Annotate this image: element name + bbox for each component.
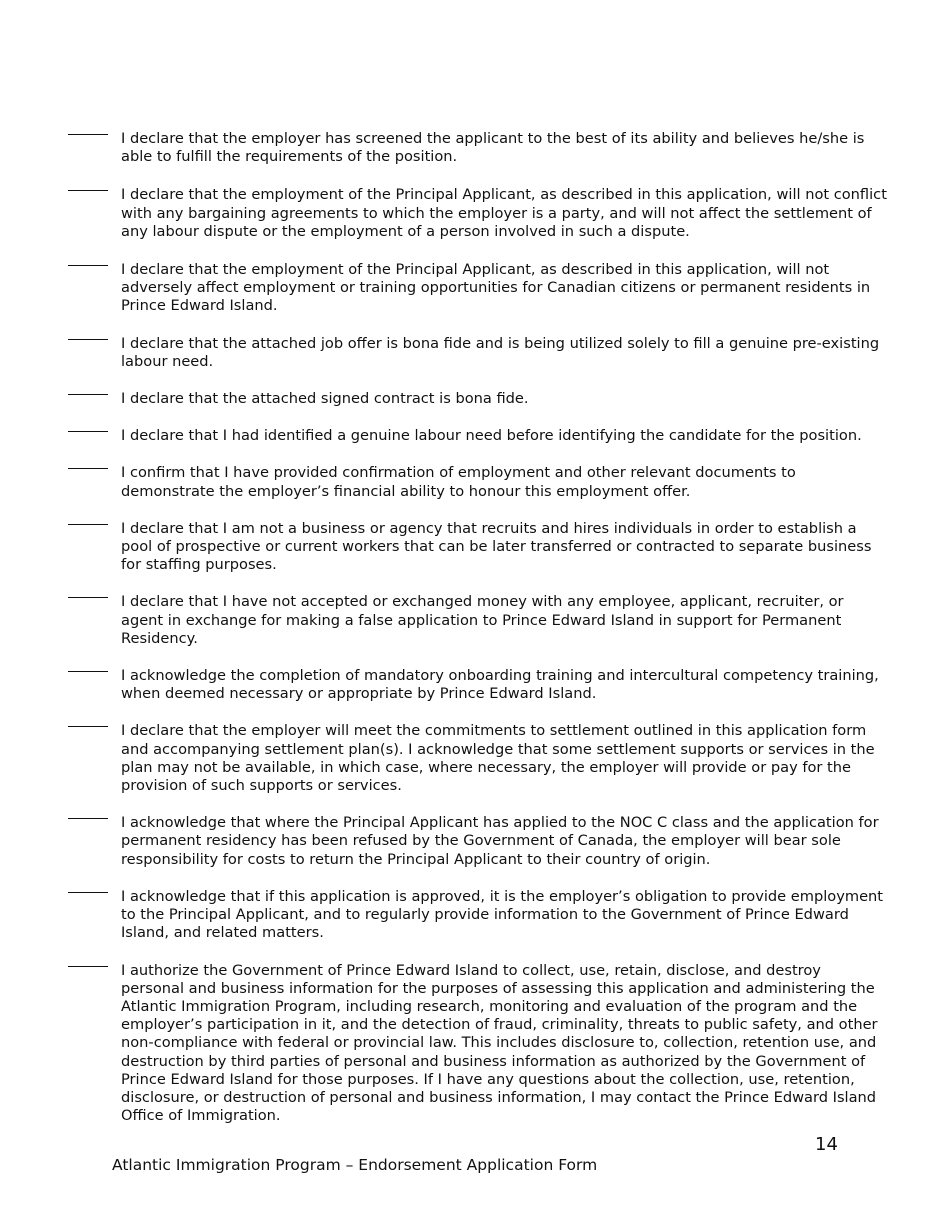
initial-line[interactable]	[68, 265, 108, 266]
initial-line[interactable]	[68, 966, 108, 967]
initial-line[interactable]	[68, 892, 108, 893]
declaration-text: I declare that the employment of the Principal Applicant, as described in this application, will not conflict with any bargaining agreements to which the employer is a party, and will not affect the settlement of any labour dispute or the employment of a person involved in such a dispute.	[121, 186, 887, 240]
initial-line[interactable]	[68, 190, 108, 191]
declaration-list	[68, 130, 888, 1125]
declaration-text: I declare that the attached job offer is bona fide and is being utilized solely to fill a genuine pre-existing labour need.	[121, 334, 880, 370]
declaration-text: I declare that I had identified a genuine labour need before identifying the candidate for the position.	[121, 427, 862, 445]
declaration-item	[68, 186, 888, 241]
declaration-item	[68, 593, 888, 648]
declaration-item	[68, 814, 888, 869]
declaration-item	[68, 427, 888, 445]
declaration-text: I declare that the attached signed contract is bona fide.	[121, 390, 529, 408]
declaration-text: I declare that the employer will meet the commitments to settlement outlined in this application form and accompanying settlement plan(s). I acknowledge that some settlement supports or services in the plan may not be available, in which case, where necessary, the employer will provide or pay for the provision of such supports or services.	[121, 722, 875, 795]
initial-line[interactable]	[68, 524, 108, 525]
initial-line[interactable]	[68, 726, 108, 727]
declaration-text: I declare that I am not a business or agency that recruits and hires individuals in order to establish a pool of prospective or current workers that can be later transferred or contracted to separate business for staffing purposes.	[121, 519, 872, 574]
initial-line[interactable]	[68, 394, 108, 395]
page-number: 14	[815, 1134, 838, 1155]
declaration-text: I declare that the employment of the Principal Applicant, as described in this application, will not adversely affect employment or training opportunities for Canadian citizens or permanent residents in Prince Edward Island.	[121, 261, 871, 315]
declaration-item	[68, 390, 888, 408]
declaration-text: I confirm that I have provided confirmation of employment and other relevant documents to demonstrate the employer’s financial ability to honour this employment offer.	[121, 464, 796, 500]
declaration-item	[68, 520, 888, 575]
declaration-text: I declare that I have not accepted or exchanged money with any employee, applicant, recruiter, or agent in exchange for making a false application to Prince Edward Island in support for Permanent Residency.	[121, 593, 844, 647]
declaration-item	[68, 722, 888, 795]
declaration-text: I acknowledge that where the Principal Applicant has applied to the NOC C class and the application for permanent residency has been refused by the Government of Canada, the employer will bear sole responsibility for costs to return the Principal Applicant to their country of origin.	[121, 814, 879, 868]
document-footer: Atlantic Immigration Program – Endorsement Application Form	[112, 1156, 598, 1174]
initial-line[interactable]	[68, 431, 108, 432]
declaration-item	[68, 130, 888, 166]
declaration-item	[68, 962, 888, 1126]
declaration-text: I acknowledge that if this application is approved, it is the employer’s obligation to provide employment to the Principal Applicant, and to regularly provide information to the Government of Prince Edward Island, and related matters.	[121, 887, 884, 942]
initial-line[interactable]	[68, 671, 108, 672]
initial-line[interactable]	[68, 134, 108, 135]
declaration-item	[68, 261, 888, 316]
initial-line[interactable]	[68, 339, 108, 340]
declaration-item	[68, 888, 888, 943]
declaration-text: I declare that the employer has screened the applicant to the best of its ability and believes he/she is able to fulfill the requirements of the position.	[121, 130, 865, 166]
initial-line[interactable]	[68, 468, 108, 469]
initial-line[interactable]	[68, 597, 108, 598]
declaration-text: I authorize the Government of Prince Edward Island to collect, use, retain, disclose, and destroy personal and business information for the purposes of assessing this application and administering the Atlantic Immigration Program, including research, monitoring and evaluation of the program and the employer’s participation in it, and the detection of fraud, criminality, threats to public safety, and other non-compliance with federal or provincial law. This includes disclosure to, collection, retention use, and destruction by third parties of personal and business information as authorized by the Government of Prince Edward Island for those purposes. If I have any questions about the collection, use, retention, disclosure, or destruction of personal and business information, I may contact the Prince Edward Island Office of Immigration.	[121, 961, 878, 1125]
declaration-text: I acknowledge the completion of mandatory onboarding training and intercultural competency training, when deemed necessary or appropriate by Prince Edward Island.	[121, 667, 879, 703]
declaration-item	[68, 464, 888, 500]
declaration-item	[68, 667, 888, 703]
initial-line[interactable]	[68, 818, 108, 819]
declaration-item	[68, 335, 888, 371]
